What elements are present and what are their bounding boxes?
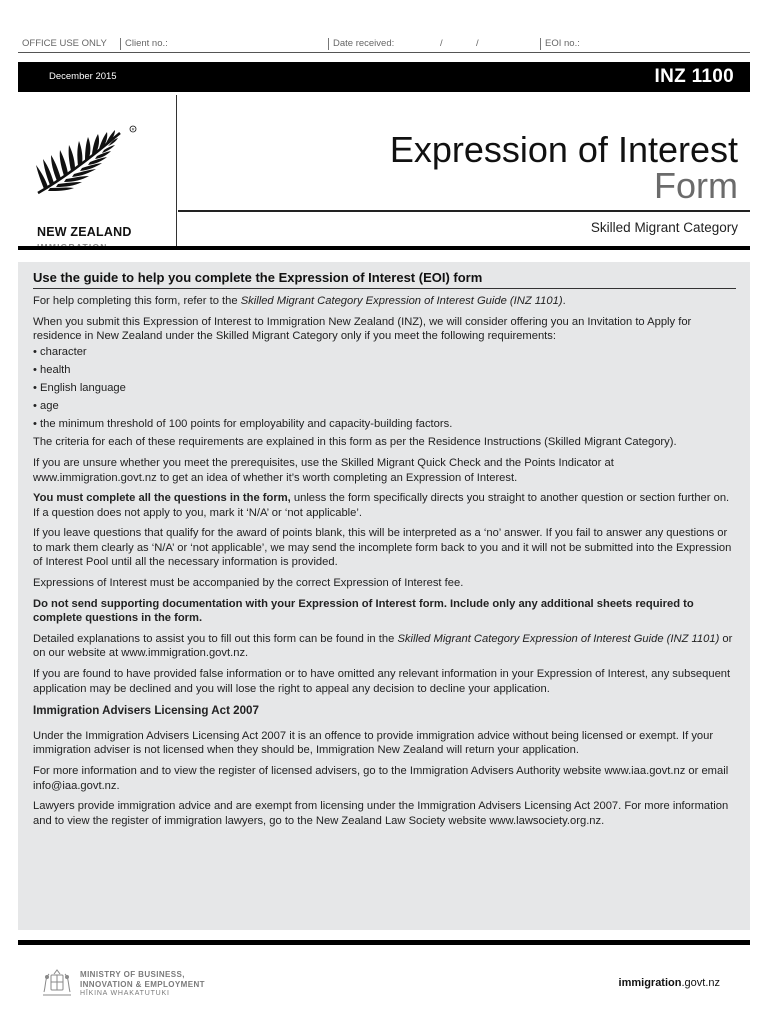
footer-url-rest: .govt.nz [681,977,720,989]
guidance-panel [18,262,750,930]
date-received-field: Date received: [328,38,394,50]
eoi-no-field: EOI no.: [540,38,580,50]
svg-text:R: R [131,126,135,132]
client-no-field: Client no.: [120,38,168,50]
register-paragraph: For more information and to view the register of licensed advisers, go to the Immigration Advisers Authority website www.iaa.govt.nz or email info@iaa.govt.nz. [33,765,729,792]
list-item: • the minimum threshold of 100 points for employability and capacity-building factors. [33,417,453,430]
advisers-heading: Immigration Advisers Licensing Act 2007 [33,704,259,718]
mbie-line-1: MINISTRY OF BUSINESS, [80,970,185,979]
guide-reference: Skilled Migrant Category Expression of Interest Guide (INZ 1101) [240,295,563,307]
date-slash-2: / [476,38,479,49]
unsure-paragraph: If you are unsure whether you meet the prerequisites, use the Skilled Migrant Quick Check and the Points Indicator at www.immigration.govt.nz to get an idea of whether it’s worth completing an Expression of Interest. [33,456,614,484]
fee-paragraph: Expressions of Interest must be accompanied by the correct Expression of Interest fee. [33,577,464,590]
lawyers-paragraph: Lawyers provide immigration advice and are exempt from licensing under the Immigration Advisers Licensing Act 2007. For more information and to view the register of immigration lawyers, go to the New Zealand Law Society website www.lawsociety.org.nz. [33,800,729,827]
form-subtitle: Skilled Migrant Category [590,220,738,235]
office-use-strip [18,36,750,53]
form-date: December 2015 [49,71,117,82]
form-title: Expression of Interest [389,129,738,170]
form-header-bar [18,62,750,92]
coat-of-arms-icon [40,968,74,1000]
must-complete-rest: unless the form specifically directs you straight to another question or section further on. If a question does not apply to you, mark it ‘N/A’ or ‘not applicable’. [33,492,730,519]
submit-paragraph: When you submit this Expression of Interest to Immigration New Zealand (INZ), we will consider offering you an Invitation to Apply for residence in New Zealand under the Skilled Migrant Category only if you meet the following requirements: [33,315,692,343]
no-documents-paragraph: Do not send supporting documentation with your Expression of Interest form. Include only any additional sheets required to complete questions in the form. [33,597,694,625]
requirements-list [33,345,736,432]
detailed-guide-reference: Skilled Migrant Category Expression of Interest Guide (INZ 1101) [397,632,720,645]
list-item: • health [33,363,71,376]
date-slash-1: / [440,38,443,49]
detailed-prefix: Detailed explanations to assist you to fill out this form can be found in the [33,632,398,645]
list-item: • age [33,399,59,412]
false-info-paragraph: If you are found to have provided false information or to have omitted any relevant information in your Expression of Interest, any subsequent application may be declined and you will lose the right to appeal any decision to decline your application. [33,668,731,695]
footer-top-rule [18,940,750,945]
offence-paragraph: Under the Immigration Advisers Licensing Act 2007 it is an offence to provide immigration advice without being licensed or exempt. If your immigration adviser is not licensed when they should be, Immigration New Zealand will return your application. [33,729,714,757]
must-complete-bold: You must complete all the questions in the form, [33,492,291,505]
silver-fern-icon [36,125,146,197]
nz-immigration-logo [36,125,156,239]
form-header [18,95,750,247]
header-divider [176,95,177,247]
form-title-form: Form [654,165,738,206]
mbie-line-2: INNOVATION & EMPLOYMENT [80,979,205,989]
guidance-heading: Use the guide to help you complete the Expression of Interest (EOI) form [33,270,736,289]
must-complete-paragraph [33,491,736,520]
detailed-paragraph [33,632,736,661]
footer-url-bold: immigration [618,977,682,989]
help-suffix: . [562,295,566,307]
mbie-logo-text [80,970,205,999]
title-rule [178,210,750,212]
list-item: • character [33,345,87,358]
detailed-suffix: or on our website at www.immigration.govt.nz. [33,632,733,660]
blank-questions-paragraph: If you leave questions that qualify for the award of points blank, this will be interpreted as a ‘no’ answer. If you fail to answer any questions or to mark them clearly as ‘N/A’ or ‘not applicable’, we may send the incomplete form back to you and it will not be submitted into the Expression of Interest Pool until all the necessary information is provided. [33,527,732,569]
help-paragraph [33,294,736,309]
help-prefix: For help completing this form, refer to the [33,295,241,307]
header-bottom-rule [18,246,750,250]
office-use-label: OFFICE USE ONLY [22,38,107,49]
mbie-line-3: HĪKINA WHAKATUTUKI [80,990,170,997]
criteria-paragraph: The criteria for each of these requirements are explained in this form as per the Residence Instructions (Skilled Migrant Category). [33,436,677,449]
footer-website [619,977,720,989]
form-number: INZ 1100 [654,66,734,87]
logo-new-zealand-text: NEW ZEALAND [37,225,132,239]
list-item: • English language [33,381,126,394]
